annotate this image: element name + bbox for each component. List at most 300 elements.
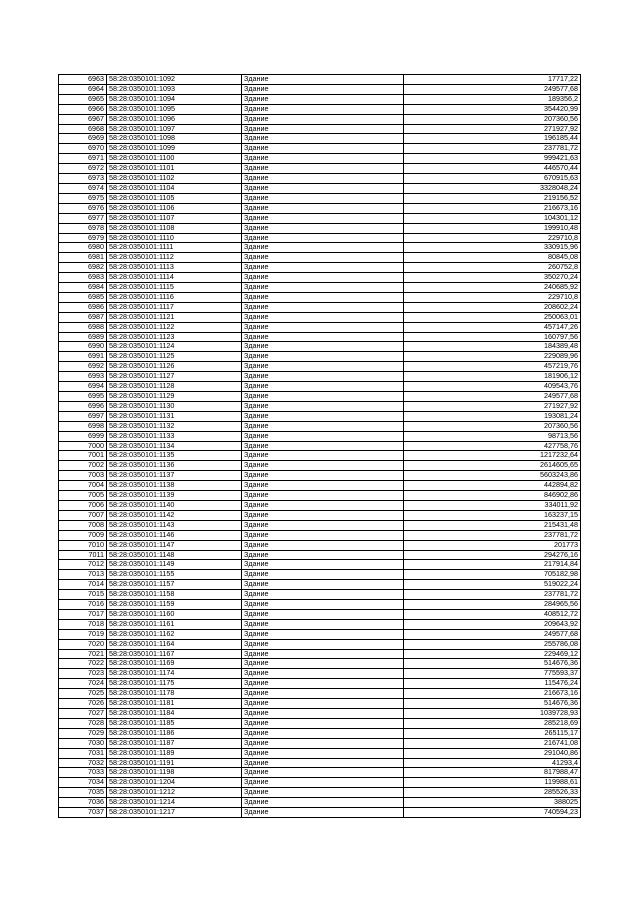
row-number: 7004 [59, 481, 107, 491]
cadastral-number: 58:28:0350101:1096 [107, 114, 242, 124]
object-type: Здание [242, 382, 404, 392]
table-row [59, 590, 581, 600]
row-number: 6985 [59, 292, 107, 302]
table-row [59, 154, 581, 164]
object-type: Здание [242, 540, 404, 550]
object-type: Здание [242, 471, 404, 481]
object-type: Здание [242, 302, 404, 312]
row-number: 7031 [59, 748, 107, 758]
cadastral-number: 58:28:0350101:1102 [107, 174, 242, 184]
cadastral-number: 58:28:0350101:1122 [107, 322, 242, 332]
table-row [59, 253, 581, 263]
object-type: Здание [242, 649, 404, 659]
table-row [59, 75, 581, 85]
row-number: 7011 [59, 550, 107, 560]
cadastral-value: 201773 [404, 540, 581, 550]
object-type: Здание [242, 629, 404, 639]
cadastral-value: 846902,86 [404, 491, 581, 501]
object-type: Здание [242, 758, 404, 768]
cadastral-number: 58:28:0350101:1097 [107, 124, 242, 134]
row-number: 6976 [59, 203, 107, 213]
row-number: 6982 [59, 263, 107, 273]
cadastral-number: 58:28:0350101:1100 [107, 154, 242, 164]
table-row [59, 114, 581, 124]
cadastral-value: 1039728,93 [404, 709, 581, 719]
table-row [59, 283, 581, 293]
row-number: 6973 [59, 174, 107, 184]
row-number: 6980 [59, 243, 107, 253]
cadastral-value: 193081,24 [404, 411, 581, 421]
cadastral-value: 237781,72 [404, 144, 581, 154]
table-row [59, 421, 581, 431]
object-type: Здание [242, 174, 404, 184]
cadastral-value: 17717,22 [404, 75, 581, 85]
table-row [59, 312, 581, 322]
object-type: Здание [242, 263, 404, 273]
cadastral-number: 58:28:0350101:1142 [107, 510, 242, 520]
cadastral-number: 58:28:0350101:1111 [107, 243, 242, 253]
cadastral-value: 442894,82 [404, 481, 581, 491]
row-number: 7032 [59, 758, 107, 768]
table-row [59, 699, 581, 709]
object-type: Здание [242, 689, 404, 699]
cadastral-value: 98713,56 [404, 431, 581, 441]
cadastral-number: 58:28:0350101:1115 [107, 283, 242, 293]
cadastral-value: 5603243,86 [404, 471, 581, 481]
cadastral-number: 58:28:0350101:1204 [107, 778, 242, 788]
row-number: 7034 [59, 778, 107, 788]
table-row [59, 570, 581, 580]
object-type: Здание [242, 342, 404, 352]
row-number: 6997 [59, 411, 107, 421]
table-row [59, 124, 581, 134]
object-type: Здание [242, 312, 404, 322]
cadastral-value: 291040,86 [404, 748, 581, 758]
table-row [59, 659, 581, 669]
cadastral-value: 427758,76 [404, 441, 581, 451]
object-type: Здание [242, 600, 404, 610]
cadastral-number: 58:28:0350101:1189 [107, 748, 242, 758]
object-type: Здание [242, 659, 404, 669]
row-number: 7022 [59, 659, 107, 669]
table-row [59, 560, 581, 570]
table-row [59, 174, 581, 184]
cadastral-value: 1217232,64 [404, 451, 581, 461]
cadastral-number: 58:28:0350101:1140 [107, 500, 242, 510]
cadastral-value: 216673,16 [404, 203, 581, 213]
cadastral-value: 330915,96 [404, 243, 581, 253]
object-type: Здание [242, 679, 404, 689]
cadastral-value: 163237,15 [404, 510, 581, 520]
cadastral-number: 58:28:0350101:1129 [107, 392, 242, 402]
cadastral-value: 181906,12 [404, 372, 581, 382]
cadastral-number: 58:28:0350101:1106 [107, 203, 242, 213]
table-row [59, 84, 581, 94]
cadastral-number: 58:28:0350101:1159 [107, 600, 242, 610]
cadastral-value: 229089,96 [404, 352, 581, 362]
row-number: 6991 [59, 352, 107, 362]
table-row [59, 203, 581, 213]
row-number: 6974 [59, 183, 107, 193]
cadastral-number: 58:28:0350101:1157 [107, 580, 242, 590]
row-number: 7033 [59, 768, 107, 778]
table-row [59, 273, 581, 283]
table-row [59, 639, 581, 649]
cadastral-value: 229469,12 [404, 649, 581, 659]
row-number: 6963 [59, 75, 107, 85]
cadastral-number: 58:28:0350101:1099 [107, 144, 242, 154]
table-row [59, 302, 581, 312]
cadastral-number: 58:28:0350101:1212 [107, 788, 242, 798]
table-row [59, 540, 581, 550]
cadastral-number: 58:28:0350101:1178 [107, 689, 242, 699]
table-row [59, 441, 581, 451]
row-number: 7017 [59, 609, 107, 619]
table-row [59, 709, 581, 719]
cadastral-value: 196185,44 [404, 134, 581, 144]
table-row [59, 134, 581, 144]
object-type: Здание [242, 510, 404, 520]
table-row [59, 768, 581, 778]
cadastral-number: 58:28:0350101:1186 [107, 728, 242, 738]
object-type: Здание [242, 560, 404, 570]
cadastral-value: 999421,63 [404, 154, 581, 164]
cadastral-value: 350270,24 [404, 273, 581, 283]
object-type: Здание [242, 768, 404, 778]
table-row [59, 144, 581, 154]
table-row [59, 669, 581, 679]
cadastral-value: 160797,56 [404, 332, 581, 342]
row-number: 6993 [59, 372, 107, 382]
cadastral-number: 58:28:0350101:1128 [107, 382, 242, 392]
table-row [59, 451, 581, 461]
cadastral-value: 514676,36 [404, 699, 581, 709]
row-number: 7024 [59, 679, 107, 689]
row-number: 6999 [59, 431, 107, 441]
object-type: Здание [242, 570, 404, 580]
cadastral-value: 285218,69 [404, 718, 581, 728]
row-number: 6977 [59, 213, 107, 223]
table-row [59, 243, 581, 253]
row-number: 7027 [59, 709, 107, 719]
row-number: 7037 [59, 808, 107, 818]
object-type: Здание [242, 164, 404, 174]
cadastral-value: 199910,48 [404, 223, 581, 233]
cadastral-value: 705182,98 [404, 570, 581, 580]
table-row [59, 808, 581, 818]
row-number: 7002 [59, 461, 107, 471]
table-row [59, 550, 581, 560]
object-type: Здание [242, 401, 404, 411]
table-row [59, 401, 581, 411]
table-row [59, 798, 581, 808]
table-row [59, 411, 581, 421]
cadastral-value: 284965,56 [404, 600, 581, 610]
cadastral-value: 189356,2 [404, 94, 581, 104]
cadastral-value: 514676,36 [404, 659, 581, 669]
row-number: 6990 [59, 342, 107, 352]
table-row [59, 263, 581, 273]
cadastral-number: 58:28:0350101:1214 [107, 798, 242, 808]
object-type: Здание [242, 808, 404, 818]
object-type: Здание [242, 104, 404, 114]
object-type: Здание [242, 709, 404, 719]
cadastral-number: 58:28:0350101:1198 [107, 768, 242, 778]
cadastral-value: 457219,76 [404, 362, 581, 372]
cadastral-value: 446570,44 [404, 164, 581, 174]
cadastral-value: 775593,37 [404, 669, 581, 679]
row-number: 6998 [59, 421, 107, 431]
row-number: 6979 [59, 233, 107, 243]
object-type: Здание [242, 530, 404, 540]
row-number: 6996 [59, 401, 107, 411]
cadastral-value: 255786,08 [404, 639, 581, 649]
cadastral-number: 58:28:0350101:1127 [107, 372, 242, 382]
table-row [59, 689, 581, 699]
cadastral-value: 271927,92 [404, 401, 581, 411]
cadastral-value: 817988,47 [404, 768, 581, 778]
row-number: 7009 [59, 530, 107, 540]
object-type: Здание [242, 788, 404, 798]
cadastral-value: 80845,08 [404, 253, 581, 263]
cadastral-number: 58:28:0350101:1160 [107, 609, 242, 619]
cadastral-value: 115476,24 [404, 679, 581, 689]
cadastral-value: 250063,01 [404, 312, 581, 322]
row-number: 6978 [59, 223, 107, 233]
cadastral-value: 207360,56 [404, 114, 581, 124]
table-row [59, 352, 581, 362]
cadastral-value: 265115,17 [404, 728, 581, 738]
row-number: 7012 [59, 560, 107, 570]
table-row [59, 718, 581, 728]
cadastral-value: 740594,23 [404, 808, 581, 818]
cadastral-number: 58:28:0350101:1126 [107, 362, 242, 372]
cadastral-value: 260752,8 [404, 263, 581, 273]
cadastral-value: 354420,99 [404, 104, 581, 114]
row-number: 7023 [59, 669, 107, 679]
row-number: 7001 [59, 451, 107, 461]
row-number: 6995 [59, 392, 107, 402]
cadastral-number: 58:28:0350101:1149 [107, 560, 242, 570]
table-row [59, 213, 581, 223]
cadastral-number: 58:28:0350101:1098 [107, 134, 242, 144]
row-number: 7013 [59, 570, 107, 580]
object-type: Здание [242, 431, 404, 441]
object-type: Здание [242, 292, 404, 302]
table-row [59, 164, 581, 174]
cadastral-number: 58:28:0350101:1169 [107, 659, 242, 669]
cadastral-value: 119988,61 [404, 778, 581, 788]
cadastral-value: 519022,24 [404, 580, 581, 590]
table-row [59, 649, 581, 659]
cadastral-number: 58:28:0350101:1191 [107, 758, 242, 768]
row-number: 7029 [59, 728, 107, 738]
cadastral-value: 207360,56 [404, 421, 581, 431]
row-number: 6989 [59, 332, 107, 342]
row-number: 7005 [59, 491, 107, 501]
object-type: Здание [242, 273, 404, 283]
object-type: Здание [242, 481, 404, 491]
object-type: Здание [242, 84, 404, 94]
object-type: Здание [242, 223, 404, 233]
cadastral-value: 216673,16 [404, 689, 581, 699]
cadastral-number: 58:28:0350101:1110 [107, 233, 242, 243]
table-row [59, 332, 581, 342]
table-row [59, 471, 581, 481]
cadastral-value: 209643,92 [404, 619, 581, 629]
cadastral-value: 249577,68 [404, 392, 581, 402]
row-number: 6981 [59, 253, 107, 263]
cadastral-value: 217914,84 [404, 560, 581, 570]
object-type: Здание [242, 253, 404, 263]
object-type: Здание [242, 392, 404, 402]
row-number: 7014 [59, 580, 107, 590]
cadastral-value: 271927,92 [404, 124, 581, 134]
object-type: Здание [242, 75, 404, 85]
cadastral-value: 3328048,24 [404, 183, 581, 193]
cadastral-value: 2614605,65 [404, 461, 581, 471]
cadastral-value: 229710,8 [404, 292, 581, 302]
row-number: 6986 [59, 302, 107, 312]
object-type: Здание [242, 609, 404, 619]
table-row [59, 322, 581, 332]
cadastral-number: 58:28:0350101:1143 [107, 520, 242, 530]
cadastral-value: 409543,76 [404, 382, 581, 392]
data-table [58, 74, 581, 818]
cadastral-number: 58:28:0350101:1146 [107, 530, 242, 540]
object-type: Здание [242, 441, 404, 451]
cadastral-number: 58:28:0350101:1123 [107, 332, 242, 342]
row-number: 6984 [59, 283, 107, 293]
cadastral-number: 58:28:0350101:1121 [107, 312, 242, 322]
row-number: 7003 [59, 471, 107, 481]
cadastral-number: 58:28:0350101:1132 [107, 421, 242, 431]
object-type: Здание [242, 94, 404, 104]
object-type: Здание [242, 144, 404, 154]
row-number: 7025 [59, 689, 107, 699]
cadastral-number: 58:28:0350101:1092 [107, 75, 242, 85]
object-type: Здание [242, 124, 404, 134]
object-type: Здание [242, 362, 404, 372]
cadastral-number: 58:28:0350101:1124 [107, 342, 242, 352]
cadastral-value: 41293,4 [404, 758, 581, 768]
cadastral-number: 58:28:0350101:1185 [107, 718, 242, 728]
table-row [59, 510, 581, 520]
object-type: Здание [242, 669, 404, 679]
row-number: 6966 [59, 104, 107, 114]
row-number: 7008 [59, 520, 107, 530]
row-number: 7035 [59, 788, 107, 798]
row-number: 7000 [59, 441, 107, 451]
cadastral-number: 58:28:0350101:1131 [107, 411, 242, 421]
cadastral-number: 58:28:0350101:1114 [107, 273, 242, 283]
object-type: Здание [242, 748, 404, 758]
table-row [59, 193, 581, 203]
object-type: Здание [242, 322, 404, 332]
object-type: Здание [242, 114, 404, 124]
row-number: 7007 [59, 510, 107, 520]
table-row [59, 382, 581, 392]
row-number: 6964 [59, 84, 107, 94]
cadastral-number: 58:28:0350101:1107 [107, 213, 242, 223]
object-type: Здание [242, 243, 404, 253]
row-number: 6965 [59, 94, 107, 104]
row-number: 7021 [59, 649, 107, 659]
row-number: 7026 [59, 699, 107, 709]
cadastral-value: 237781,72 [404, 530, 581, 540]
cadastral-number: 58:28:0350101:1135 [107, 451, 242, 461]
cadastral-number: 58:28:0350101:1181 [107, 699, 242, 709]
table-row [59, 104, 581, 114]
object-type: Здание [242, 283, 404, 293]
object-type: Здание [242, 619, 404, 629]
row-number: 6988 [59, 322, 107, 332]
cadastral-value: 334011,92 [404, 500, 581, 510]
row-number: 6971 [59, 154, 107, 164]
cadastral-value: 408512,72 [404, 609, 581, 619]
row-number: 6992 [59, 362, 107, 372]
cadastral-number: 58:28:0350101:1108 [107, 223, 242, 233]
row-number: 7030 [59, 738, 107, 748]
row-number: 7010 [59, 540, 107, 550]
table-row [59, 431, 581, 441]
cadastral-number: 58:28:0350101:1130 [107, 401, 242, 411]
object-type: Здание [242, 134, 404, 144]
table-row [59, 629, 581, 639]
table-row [59, 530, 581, 540]
cadastral-number: 58:28:0350101:1217 [107, 808, 242, 818]
cadastral-value: 249577,68 [404, 84, 581, 94]
object-type: Здание [242, 193, 404, 203]
table-body [59, 75, 581, 818]
row-number: 6970 [59, 144, 107, 154]
table-row [59, 362, 581, 372]
cadastral-number: 58:28:0350101:1125 [107, 352, 242, 362]
cadastral-number: 58:28:0350101:1184 [107, 709, 242, 719]
table-row [59, 728, 581, 738]
cadastral-number: 58:28:0350101:1117 [107, 302, 242, 312]
cadastral-number: 58:28:0350101:1138 [107, 481, 242, 491]
cadastral-value: 285526,33 [404, 788, 581, 798]
table-row [59, 609, 581, 619]
cadastral-number: 58:28:0350101:1174 [107, 669, 242, 679]
cadastral-number: 58:28:0350101:1158 [107, 590, 242, 600]
table-row [59, 461, 581, 471]
cadastral-number: 58:28:0350101:1104 [107, 183, 242, 193]
object-type: Здание [242, 451, 404, 461]
row-number: 6994 [59, 382, 107, 392]
row-number: 7006 [59, 500, 107, 510]
table-row [59, 600, 581, 610]
cadastral-value: 216741,08 [404, 738, 581, 748]
table-row [59, 481, 581, 491]
cadastral-value: 229710,8 [404, 233, 581, 243]
table-row [59, 778, 581, 788]
table-row [59, 679, 581, 689]
row-number: 7036 [59, 798, 107, 808]
object-type: Здание [242, 778, 404, 788]
object-type: Здание [242, 332, 404, 342]
object-type: Здание [242, 580, 404, 590]
cadastral-value: 457147,26 [404, 322, 581, 332]
row-number: 7018 [59, 619, 107, 629]
cadastral-number: 58:28:0350101:1094 [107, 94, 242, 104]
row-number: 6987 [59, 312, 107, 322]
cadastral-value: 388025 [404, 798, 581, 808]
table-row [59, 580, 581, 590]
cadastral-value: 294276,16 [404, 550, 581, 560]
row-number: 6968 [59, 124, 107, 134]
